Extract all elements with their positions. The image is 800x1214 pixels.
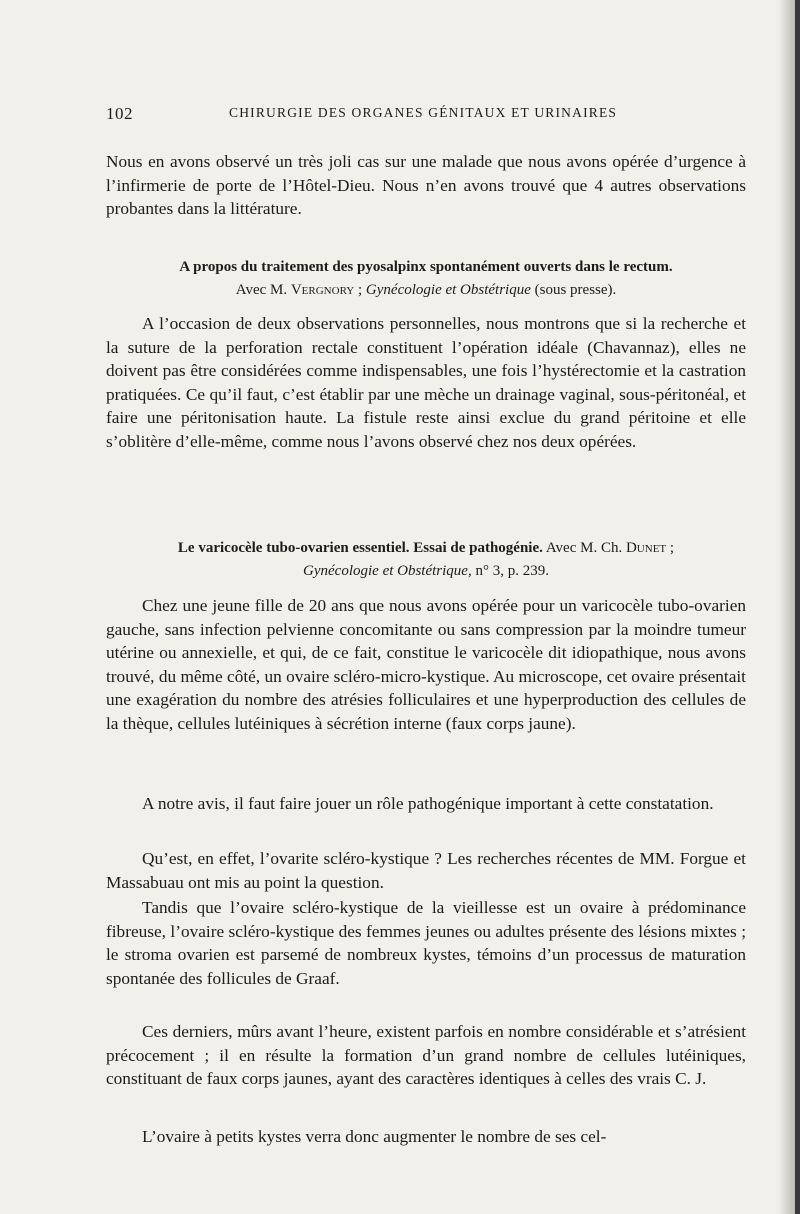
paragraph-continuation: L’ovaire à petits kystes verra donc augmenter le nombre de ses cel- [142,1127,607,1146]
coauthor-prefix: Avec M. [235,282,288,298]
separator: ; [354,282,366,298]
journal-name: Gynécologie et Obstétrique [365,282,531,298]
paragraph-pathogenic-role: A notre avis, il faut faire jouer un rôle pathogénique important à cette constatation. [142,794,714,813]
article-title-varicocele [106,537,746,583]
paragraph-hotel-dieu-case: Nous en avons observé un très joli cas sur une malade que nous avons opérée d’urgence à l’infirmerie de porte de l’Hôtel-Dieu. Nous n’en avons trouvé que 4 autres observations probantes dans la littérature. [106,152,746,218]
article-title-text: A propos du traitement des pyosalpinx spontanément ouverts dans le rectum. [179,259,673,275]
binding-edge [795,0,800,1214]
page-number: 102 [106,104,133,123]
publication-status: (sous presse). [534,282,617,298]
coauthor-name: Dunet [625,540,667,556]
paragraph-pyosalpinx: A l’occasion de deux observations personnelles, nous montrons que si la recherche et la suture de la perforation rectale constituent l’opération idéale (Chavannaz), elles ne doivent pas être considérées comme indispensables, une fois l’hystérectomie et la castration pratiquées. Ce qu’il faut, c’est établir par une mèche un drainage vaginal, sous-péritonéal, et faire une péritonisation haute. La fistule reste ainsi exclue du grand péritoine et elle s’oblitère d’elle-même, comme nous l’avons observé chez nos deux opérées. [106,314,746,451]
journal-reference: n° 3, p. 239. [475,563,549,579]
paragraph-cellules-luteiniques: Ces derniers, mûrs avant l’heure, existent parfois en nombre considérable et s’atrésient précocement ; il en résulte la formation d’un grand nombre de cellules lutéiniques, constituant de faux corps jaunes, ayant des caractères identiques à celles des vrais C. J. [106,1022,746,1088]
running-head: CHIRURGIE DES ORGANES GÉNITAUX ET URINAIRES [229,105,618,120]
page-header [106,104,746,128]
article-title-text: Le varicocèle tubo-ovarien essentiel. Essai de pathogénie. [177,540,543,556]
article-title-pyosalpinx [106,256,746,302]
journal-name: Gynécologie et Obstétrique, [303,563,472,579]
coauthor-prefix: Avec M. Ch. [545,540,623,556]
paragraph-ovarite-question: Qu’est, en effet, l’ovarite scléro-kystique ? Les recherches récentes de MM. Forgue et Massabuau ont mis au point la question. [106,849,746,892]
paragraph-varicocele-case: Chez une jeune fille de 20 ans que nous avons opérée pour un varicocèle tubo-ovarien gauche, sans infection pelvienne concomitante ou sans compression par la moindre tumeur utérine ou annexielle, et qui, de ce fait, constitue le varicocèle dit idiopathique, nous avons trouvé, du même côté, un ovaire scléro-micro-kystique. Au microscope, cet ovaire présentait une exagération du nombre des atrésies folliculaires et une hyperproduction des cellules de la thèque, cellules lutéiniques à sécrétion interne (faux corps jaune). [106,596,746,733]
coauthor-name: Vergnory [290,282,355,298]
separator: ; [666,540,675,556]
paragraph-ovaire-sclero-kystique: Tandis que l’ovaire scléro-kystique de la vieillesse est un ovaire à prédominance fibreuse, l’ovaire scléro-kystique des femmes jeunes ou adultes présente des lésions mixtes ; le stroma ovarien est parsemé de nombreux kystes, témoins d’un processus de maturation spontanée des follicules de Graaf. [106,898,746,988]
